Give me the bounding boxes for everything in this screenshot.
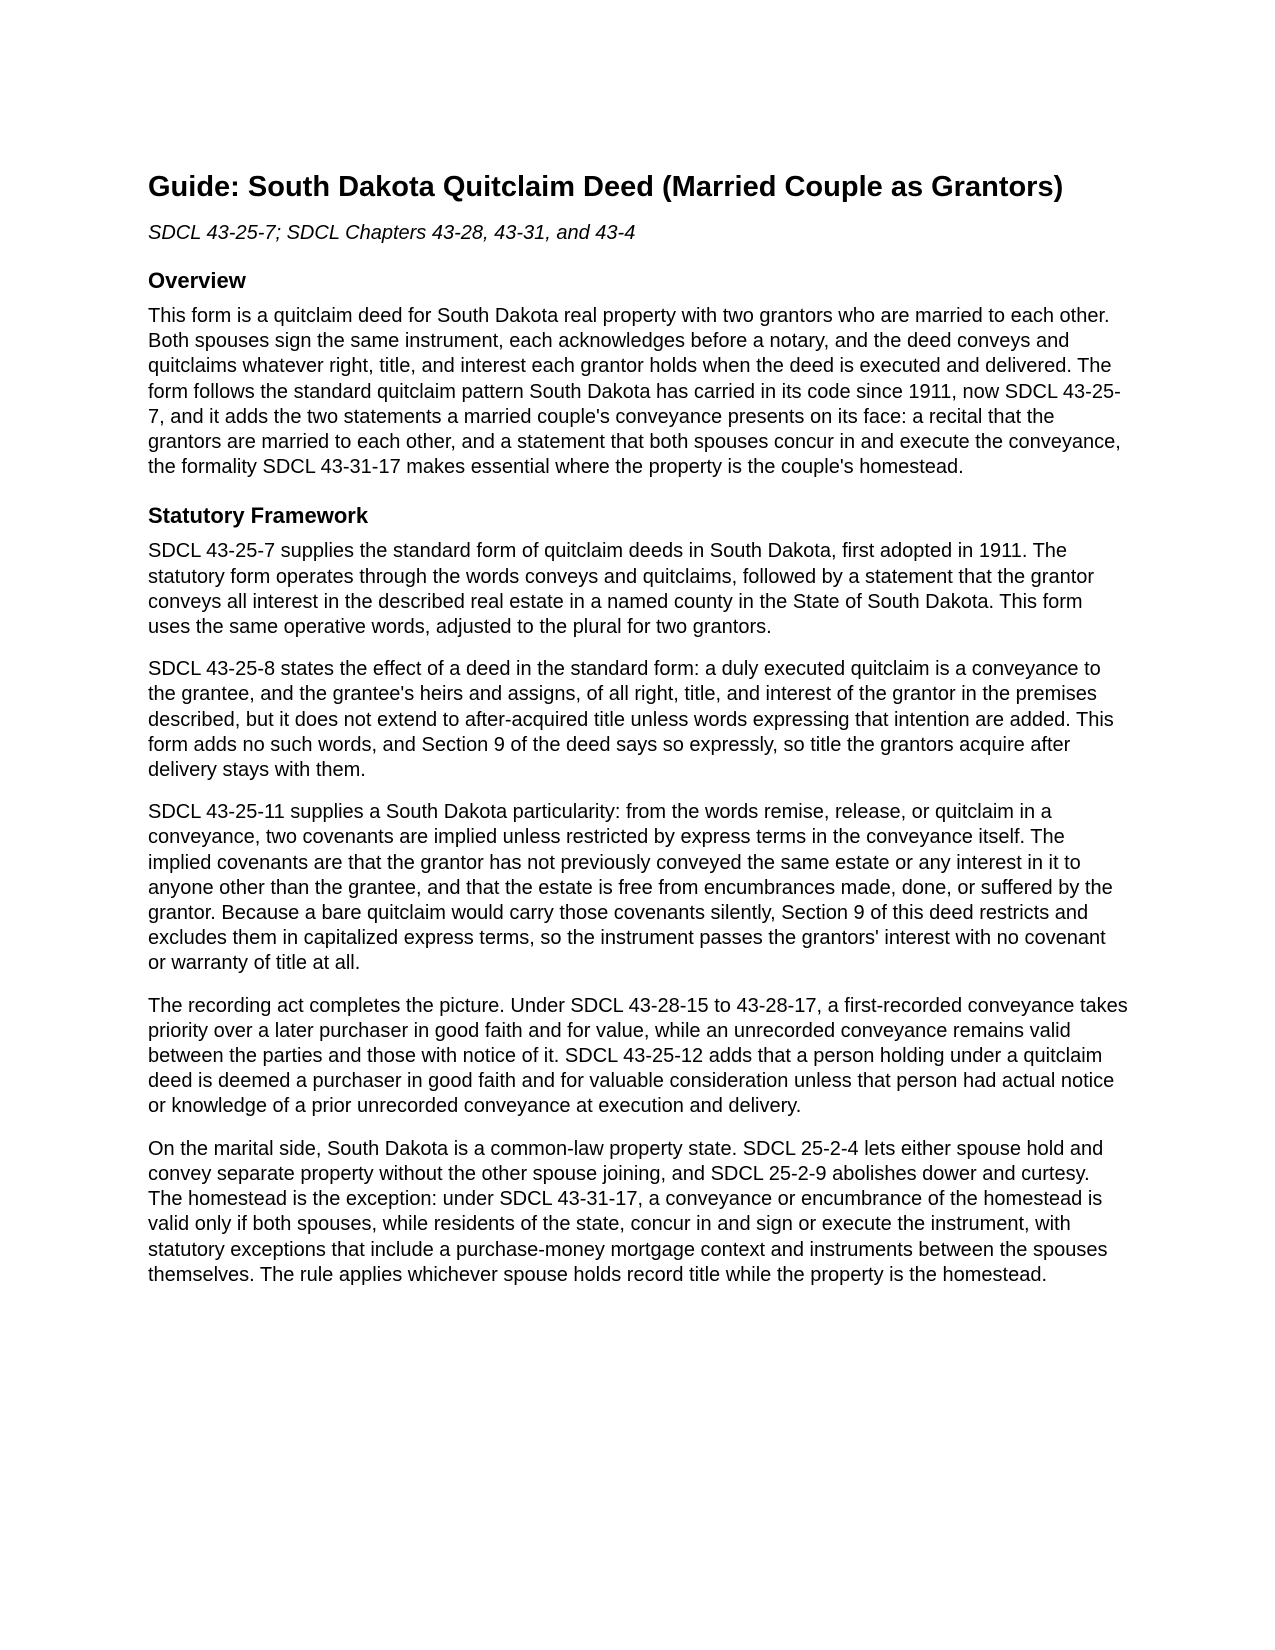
framework-paragraph-1: SDCL 43-25-7 supplies the standard form of quitclaim deeds in South Dakota, first adopted in 1911. The statutory form operates through the words conveys and quitclaims, followed by a statement that the grantor conveys all interest in the described real estate in a named county in the State of South Dakota. This form uses the same operative words, adjusted to the plural for two grantors. (148, 540, 1095, 639)
section-overview (148, 267, 1128, 480)
section-heading-overview: Overview (148, 268, 246, 293)
framework-paragraph-3: SDCL 43-25-11 supplies a South Dakota particularity: from the words remise, release, or quitclaim in a conveyance, two covenants are implied unless restricted by express terms in the conveyance itself. The implied covenants are that the grantor has not previously conveyed the same estate or any interest in it to anyone other than the grantee, and that the estate is free from encumbrances made, done, or suffered by the grantor. Because a bare quitclaim would carry those covenants silently, Section 9 of this deed restricts and excludes them in capitalized express terms, so the instrument passes the grantors' interest with no covenant or warranty of title at all. (148, 801, 1113, 975)
document-content (148, 170, 1128, 1288)
section-statutory-framework (148, 502, 1128, 1287)
section-heading-statutory-framework: Statutory Framework (148, 503, 369, 529)
framework-paragraph-4: The recording act completes the picture. Under SDCL 43-28-15 to 43-28-17, a first-recorded conveyance takes priority over a later purchaser in good faith and for value, while an unrecorded conveyance remains valid between the parties and those with notice of it. SDCL 43-25-12 adds that a person holding under a quitclaim deed is deemed a purchaser in good faith and for valuable consideration unless that person had actual notice or knowledge of a prior unrecorded conveyance at execution and delivery. (148, 994, 1128, 1118)
framework-paragraph-2: SDCL 43-25-8 states the effect of a deed in the standard form: a duly executed quitclaim is a conveyance to the grantee, and the grantee's heirs and assigns, of all right, title, and interest of the grantor in the premises described, but it does not extend to after-acquired title unless words expressing that intention are added. This form adds no such words, and Section 9 of the deed says so expressly, so title the grantors acquire after delivery stays with them. (148, 658, 1114, 782)
statute-citation: SDCL 43-25-7; SDCL Chapters 43-28, 43-31, and 43-4 (148, 222, 636, 244)
overview-paragraph: This form is a quitclaim deed for South Dakota real property with two grantors who are married to each other. Both spouses sign the same instrument, each acknowledges before a notary, and the deed conveys and quitclaims whatever right, title, and interest each grantor holds when the deed is executed and delivered. The form follows the standard quitclaim pattern South Dakota has carried in its code since 1911, now SDCL 43-25-7, and it adds the two statements a married couple's conveyance presents on its face: a recital that the grantors are married to each other, and a statement that both spouses concur in and execute the conveyance, the formality SDCL 43-31-17 makes essential where the property is the couple's homestead. (148, 305, 1121, 479)
framework-paragraph-5: On the marital side, South Dakota is a common-law property state. SDCL 25-2-4 lets either spouse hold and convey separate property without the other spouse joining, and SDCL 25-2-9 abolishes dower and curtesy. The homestead is the exception: under SDCL 43-31-17, a conveyance or encumbrance of the homestead is valid only if both spouses, while residents of the state, concur in and sign or execute the instrument, with statutory exceptions that include a purchase-money mortgage context and instruments between the spouses themselves. The rule applies whichever spouse holds record title while the property is the homestead. (148, 1137, 1108, 1286)
document-title: Guide: South Dakota Quitclaim Deed (Married Couple as Grantors) (148, 171, 1064, 203)
